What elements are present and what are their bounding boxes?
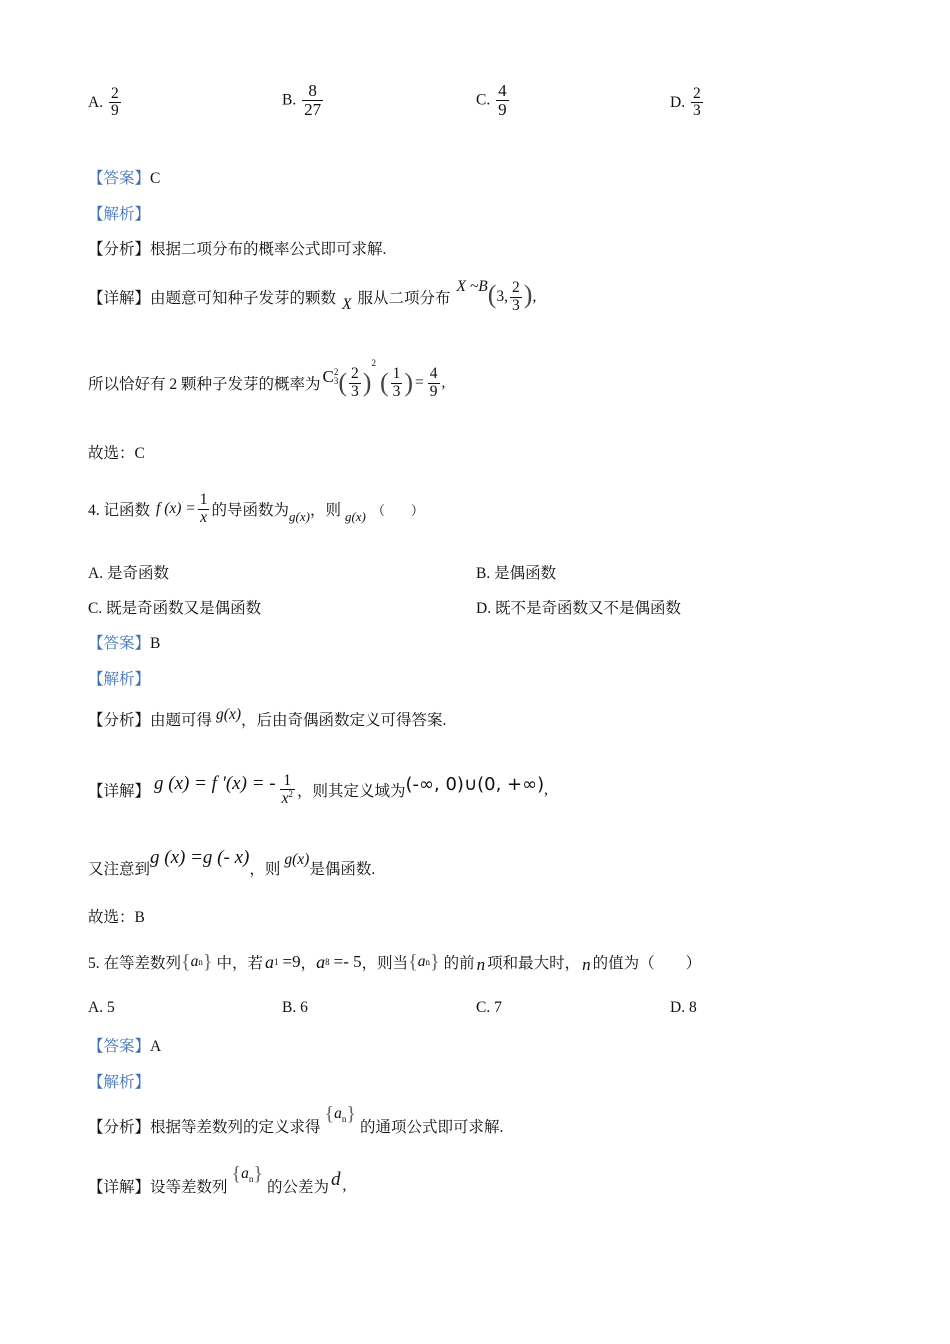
numerator: 2 bbox=[110, 85, 119, 102]
fenxi-text: 根据二项分布的概率公式即可求解. bbox=[150, 241, 387, 258]
denominator: 27 bbox=[304, 99, 322, 119]
q5-fenxi bbox=[88, 1100, 503, 1140]
q3-option-b bbox=[282, 82, 325, 119]
seq-braced bbox=[232, 1163, 263, 1186]
q5-stem bbox=[88, 940, 701, 984]
option-letter: D. bbox=[670, 93, 686, 111]
line2-text: 所以恰好有 2 颗种子发芽的概率为 bbox=[88, 376, 321, 393]
a8-sub: 8 bbox=[325, 957, 330, 967]
var-d: d bbox=[331, 1169, 341, 1190]
fraction-result bbox=[428, 366, 440, 400]
answer-value: B bbox=[150, 635, 161, 652]
gx-expr: g(x) bbox=[344, 509, 366, 524]
denominator: x bbox=[200, 508, 208, 526]
seq-a: a bbox=[417, 953, 426, 970]
q3-xiangjie bbox=[88, 272, 536, 322]
c-sub: 3 bbox=[333, 376, 339, 386]
combination-indices bbox=[334, 368, 339, 386]
denominator: 3 bbox=[692, 102, 701, 120]
right-paren: ) bbox=[404, 368, 414, 397]
gx-expr: g(x) bbox=[289, 509, 310, 524]
q5-jiexi-tag: 【解析】 bbox=[88, 1074, 151, 1091]
option-letter: A. bbox=[88, 93, 104, 111]
a1: a bbox=[265, 951, 274, 972]
option-letter: B. bbox=[282, 91, 297, 109]
dist-p bbox=[510, 280, 522, 314]
combination-c: C bbox=[322, 367, 334, 386]
left-brace: { bbox=[181, 950, 191, 973]
den-x: x bbox=[281, 790, 289, 808]
stem-prefix: 5. 在等差数列 bbox=[88, 955, 182, 972]
a8: a bbox=[316, 951, 326, 972]
q3-line2 bbox=[88, 354, 445, 412]
q3-guxuan: 故选：C bbox=[88, 445, 145, 462]
left-brace: { bbox=[231, 1162, 242, 1185]
fx-fraction bbox=[198, 492, 210, 526]
comma: , bbox=[544, 781, 549, 798]
q3-option-d bbox=[670, 86, 705, 120]
xiangjie-tag: 【详解】 bbox=[88, 783, 151, 800]
q3-fenxi bbox=[88, 237, 386, 259]
q3-option-a bbox=[88, 86, 123, 120]
numerator: 1 bbox=[199, 491, 208, 509]
a8-value: =- 5 bbox=[333, 952, 362, 971]
left-paren: ( bbox=[379, 368, 389, 397]
domain-expr: (-∞, 0)∪(0, +∞) bbox=[405, 773, 545, 795]
variable-x: X bbox=[342, 296, 352, 313]
derivative-fraction bbox=[280, 773, 295, 808]
den-sup: 2 bbox=[288, 788, 293, 799]
seq-sub: n bbox=[198, 957, 203, 967]
denominator: 3 bbox=[512, 296, 520, 314]
derivative-expr: g (x) = f ′(x) = - bbox=[154, 773, 276, 794]
numerator: 2 bbox=[512, 279, 520, 297]
q4-option-a: A. 是奇函数 bbox=[88, 565, 169, 582]
answer-tag: 【答案】 bbox=[88, 635, 151, 652]
seq-sub: n bbox=[248, 1173, 254, 1184]
fx-expr: f (x) = bbox=[156, 500, 196, 517]
numerator: 2 bbox=[692, 85, 701, 102]
q4-option-d: D. 既不是奇函数又不是偶函数 bbox=[476, 600, 681, 617]
numerator: 8 bbox=[308, 81, 317, 100]
comma: , bbox=[342, 1177, 347, 1194]
gx-expr: g(x) bbox=[216, 706, 241, 723]
q4-option-c: C. 既是奇函数又是偶函数 bbox=[88, 600, 262, 617]
fraction-2 bbox=[391, 366, 403, 400]
seq-a: a bbox=[241, 1164, 249, 1182]
fraction-1 bbox=[349, 366, 361, 400]
stem-mid2: ，则当 bbox=[361, 955, 409, 972]
answer-tag: 【答案】 bbox=[88, 170, 151, 187]
stem-mid: 的导函数为 bbox=[211, 502, 289, 519]
q3-answer bbox=[88, 166, 160, 188]
var-n: n bbox=[582, 955, 591, 974]
line2-text: 又注意到 bbox=[88, 861, 151, 878]
numerator: 2 bbox=[351, 365, 359, 383]
var-n: n bbox=[476, 955, 486, 974]
seq-sub: n bbox=[341, 1113, 347, 1124]
stem-end: （ ） bbox=[371, 502, 424, 518]
q4-stem bbox=[88, 484, 424, 534]
q4-line2 bbox=[88, 840, 375, 880]
stem-mid2: ，则 bbox=[309, 502, 341, 519]
q4-guxuan: 故选：B bbox=[88, 909, 145, 926]
denominator: 9 bbox=[429, 382, 438, 400]
fraction bbox=[302, 82, 323, 119]
equals: = bbox=[415, 374, 424, 391]
q4-answer bbox=[88, 631, 160, 653]
q4-option-b: B. 是偶函数 bbox=[476, 565, 557, 582]
right-paren: ) bbox=[362, 368, 372, 397]
right-brace: } bbox=[202, 950, 213, 973]
numerator: 4 bbox=[498, 81, 507, 100]
c-sup: 2 bbox=[333, 367, 339, 377]
denominator: 3 bbox=[392, 382, 401, 400]
even-eq: g (x) =g (- x) bbox=[150, 847, 250, 868]
answer-tag: 【答案】 bbox=[88, 1038, 151, 1055]
xiangjie-text: 由题意可知种子发芽的颗数 bbox=[150, 290, 337, 307]
right-brace: } bbox=[346, 1102, 356, 1125]
seq-a: a bbox=[334, 1104, 342, 1122]
xiangjie-text: 设等差数列 bbox=[150, 1179, 228, 1196]
q3-jiexi-tag: 【解析】 bbox=[88, 206, 151, 223]
right-brace: } bbox=[429, 950, 440, 973]
fraction bbox=[109, 86, 121, 120]
line2-text3: 是偶函数. bbox=[309, 861, 376, 878]
exponent: 2 bbox=[371, 358, 376, 368]
fenxi-text2: ，后由奇偶函数定义可得答案. bbox=[240, 712, 447, 729]
answer-value: A bbox=[150, 1038, 162, 1055]
q5-answer bbox=[88, 1034, 161, 1056]
stem-mid4: 项和最大时， bbox=[487, 955, 581, 972]
fenxi-text: 由题可得 bbox=[150, 712, 213, 729]
denominator: 9 bbox=[498, 99, 507, 119]
xiangjie-text: ，则其定义域为 bbox=[297, 783, 406, 800]
q5-option-d: D. 8 bbox=[670, 999, 697, 1016]
xiangjie-text2: 的公差为 bbox=[267, 1179, 330, 1196]
left-paren: ( bbox=[338, 368, 348, 397]
stem-mid: 中，若 bbox=[216, 955, 263, 972]
fenxi-text: 根据等差数列的定义求得 bbox=[150, 1119, 321, 1136]
comma: , bbox=[441, 374, 446, 391]
right-brace: } bbox=[253, 1162, 263, 1185]
left-brace: { bbox=[408, 950, 418, 973]
a1-sub: 1 bbox=[274, 957, 279, 967]
gx-expr: g(x) bbox=[284, 851, 310, 868]
fenxi-tag: 【分析】 bbox=[88, 712, 151, 729]
q5-option-b: B. 6 bbox=[282, 999, 308, 1016]
seq-sub: n bbox=[425, 957, 430, 967]
stem-mid3: 的前 bbox=[443, 955, 475, 972]
seq-braced bbox=[325, 1103, 356, 1126]
numerator: 1 bbox=[392, 365, 401, 383]
numerator: 1 bbox=[283, 771, 292, 789]
option-letter: C. bbox=[476, 91, 491, 109]
q5-option-c: C. 7 bbox=[476, 999, 502, 1016]
xiangjie-tag: 【详解】 bbox=[88, 290, 151, 307]
q4-jiexi-tag: 【解析】 bbox=[88, 671, 151, 688]
left-paren: ( bbox=[487, 280, 497, 309]
left-brace: { bbox=[324, 1102, 335, 1125]
dist-n: 3, bbox=[496, 288, 509, 305]
dist-lhs: X ~B bbox=[456, 278, 488, 295]
stem-prefix: 4. 记函数 bbox=[88, 502, 151, 519]
fenxi-tag: 【分析】 bbox=[88, 1119, 151, 1136]
denominator: 3 bbox=[351, 382, 359, 400]
line2-text2: ，则 bbox=[249, 861, 281, 878]
fenxi-tag: 【分析】 bbox=[88, 241, 151, 258]
comma: ， bbox=[300, 955, 317, 972]
q4-xiangjie bbox=[88, 760, 548, 820]
q5-option-a: A. 5 bbox=[88, 999, 115, 1016]
seq-a: a bbox=[190, 953, 199, 970]
xiangjie-text2: 服从二项分布 bbox=[357, 290, 451, 307]
answer-value: C bbox=[150, 170, 161, 187]
fraction bbox=[691, 86, 703, 120]
q5-xiangjie bbox=[88, 1160, 346, 1200]
fenxi-text2: 的通项公式即可求解. bbox=[360, 1119, 504, 1136]
denominator: 9 bbox=[110, 102, 119, 120]
comma: , bbox=[532, 288, 537, 305]
xiangjie-tag: 【详解】 bbox=[88, 1179, 151, 1196]
right-paren: ) bbox=[523, 280, 533, 309]
q4-fenxi bbox=[88, 708, 446, 730]
numerator: 4 bbox=[429, 365, 438, 383]
fraction bbox=[496, 82, 509, 119]
denominator bbox=[280, 789, 295, 807]
a1-value: =9 bbox=[282, 952, 301, 971]
q3-option-c bbox=[476, 82, 511, 119]
stem-end: 的值为（ ） bbox=[592, 955, 702, 972]
